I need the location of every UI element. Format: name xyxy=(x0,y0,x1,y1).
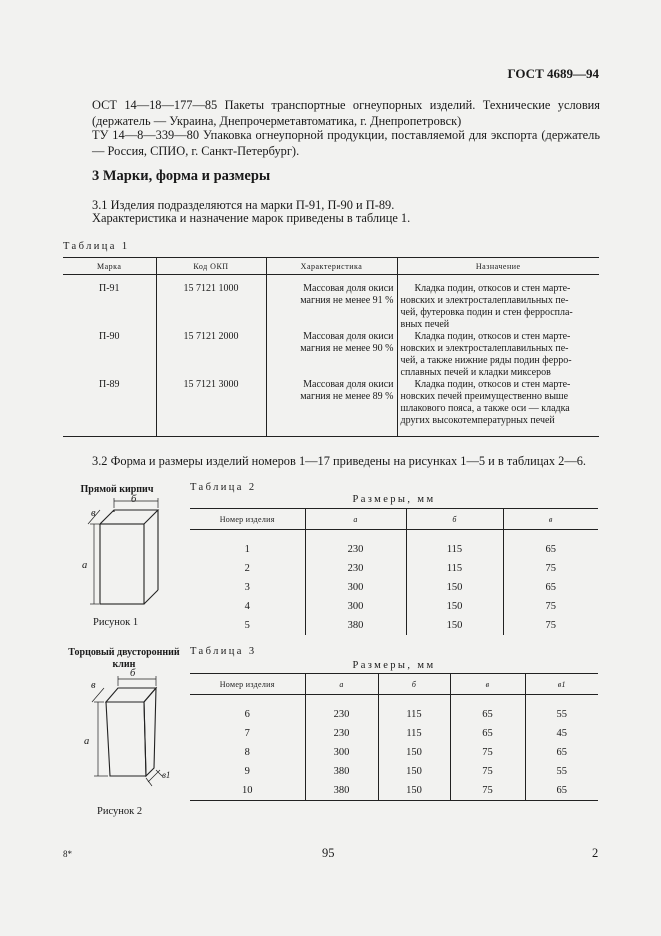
table-row: 9 380 150 75 55 xyxy=(190,762,598,781)
table1-caption: Таблица 1 xyxy=(63,241,130,252)
fig2-label-b: б xyxy=(130,668,136,679)
mark-cell: П-91 xyxy=(98,283,120,294)
mark-cell: П-90 xyxy=(98,331,120,342)
table1-header-mark: Марка xyxy=(63,258,156,275)
reference-ost: ОСТ 14—18—177—85 Пакеты транспортные огнеупорных изделий. Технические условия (держатель — Украина, Днепрочерметавтоматика, г. Днепропетровск) xyxy=(92,98,600,128)
table3-caption: Таблица 3 xyxy=(190,646,257,657)
fig1-label-b: б xyxy=(131,494,137,505)
para-3-1-line2: Характеристика и назначение марок приведены в таблице 1. xyxy=(92,211,411,225)
char-cell: Массовая доля окиси магния не менее 90 % xyxy=(266,331,397,379)
char-cell: Массовая доля окиси магния не менее 89 % xyxy=(266,379,397,427)
table3-header-a: а xyxy=(305,674,378,695)
fig1-label-a: а xyxy=(82,560,88,571)
table2 xyxy=(190,508,598,635)
code-cell: 15 7121 2000 xyxy=(156,331,266,379)
table1 xyxy=(63,257,599,437)
table-row xyxy=(63,379,599,427)
table-row: 4 300 150 75 xyxy=(190,597,598,616)
table1-header-code: Код ОКП xyxy=(156,258,266,275)
table3-header-v1: в1 xyxy=(525,674,598,695)
table2-header-a: а xyxy=(305,509,406,530)
table-row: 10 380 150 75 65 xyxy=(190,781,598,801)
char-cell: Массовая доля окиси магния не менее 91 % xyxy=(266,283,397,331)
table2-header-b: б xyxy=(406,509,503,530)
figure2-title: Торцовый двусторонний клин xyxy=(68,647,180,670)
table3-header-b: б xyxy=(378,674,450,695)
table2-caption: Таблица 2 xyxy=(190,482,257,493)
table1-header-use: Назначение xyxy=(397,258,599,275)
fig1-label-v: в xyxy=(91,508,96,519)
fig2-label-v: в xyxy=(91,680,96,691)
table1-header-char: Характеристика xyxy=(266,258,397,275)
table3-header-number: Номер изделия xyxy=(190,674,305,695)
table3-header-v: в xyxy=(450,674,525,695)
figure1-title: Прямой кирпич xyxy=(80,484,154,495)
code-cell: 15 7121 3000 xyxy=(156,379,266,427)
sheet-number: 2 xyxy=(592,846,599,860)
table-row: 1 230 115 65 xyxy=(190,540,598,559)
table2-subheader: Размеры, мм xyxy=(352,494,436,505)
figure1-drawing xyxy=(72,496,172,616)
mark-cell: П-89 xyxy=(98,379,120,390)
reference-tu: ТУ 14—8—339—80 Упаковка огнеупорной продукции, поставляемой для экспорта (держатель — Россия, СПИО, г. Санкт-Петербург). xyxy=(92,128,600,158)
table2-header-number: Номер изделия xyxy=(190,509,305,530)
footer-mark: 8* xyxy=(63,849,72,859)
use-cell: Кладка подин, откосов и стен марте- новских и электросталеплавильных пе- чей, футеровка подин и стен ферроспла- вных печей xyxy=(397,283,599,331)
use-cell: Кладка подин, откосов и стен марте- новских и электросталеплавильных пе- чей, а также нижние ряды подин ферро- сплавных печей и кладки миксеров xyxy=(397,331,599,379)
standard-number: ГОСТ 4689—94 xyxy=(507,66,599,81)
figure2-caption: Рисунок 2 xyxy=(97,806,143,817)
table-row: 5 380 150 75 xyxy=(190,616,598,635)
section-title: 3 Марки, форма и размеры xyxy=(92,168,271,184)
use-cell: Кладка подин, откосов и стен марте- новских печей преимущественно выше шлакового пояса, а также оси — кладка других высокотемпературных печей xyxy=(397,379,599,427)
table3 xyxy=(190,673,598,801)
para-3-1-line1: 3.1 Изделия подразделяются на марки П-91, П-90 и П-89. xyxy=(92,198,395,212)
table-row: 7 230 115 65 45 xyxy=(190,724,598,743)
figure1-caption: Рисунок 1 xyxy=(93,617,139,628)
table2-header-v: в xyxy=(503,509,598,530)
fig2-label-a: а xyxy=(84,736,90,747)
table-row xyxy=(63,331,599,379)
page-number: 95 xyxy=(322,846,335,860)
table-row xyxy=(63,283,599,331)
table-row: 3 300 150 65 xyxy=(190,578,598,597)
table-row: 8 300 150 75 65 xyxy=(190,743,598,762)
table-row: 6 230 115 65 55 xyxy=(190,705,598,724)
para-3-2: 3.2 Форма и размеры изделий номеров 1—17 приведены на рисунках 1—5 и в таблицах 2—6. xyxy=(92,454,587,468)
table-row: 2 230 115 75 xyxy=(190,559,598,578)
fig2-label-v1: в1 xyxy=(162,770,171,780)
code-cell: 15 7121 1000 xyxy=(156,283,266,331)
table3-subheader: Размеры, мм xyxy=(352,660,436,671)
